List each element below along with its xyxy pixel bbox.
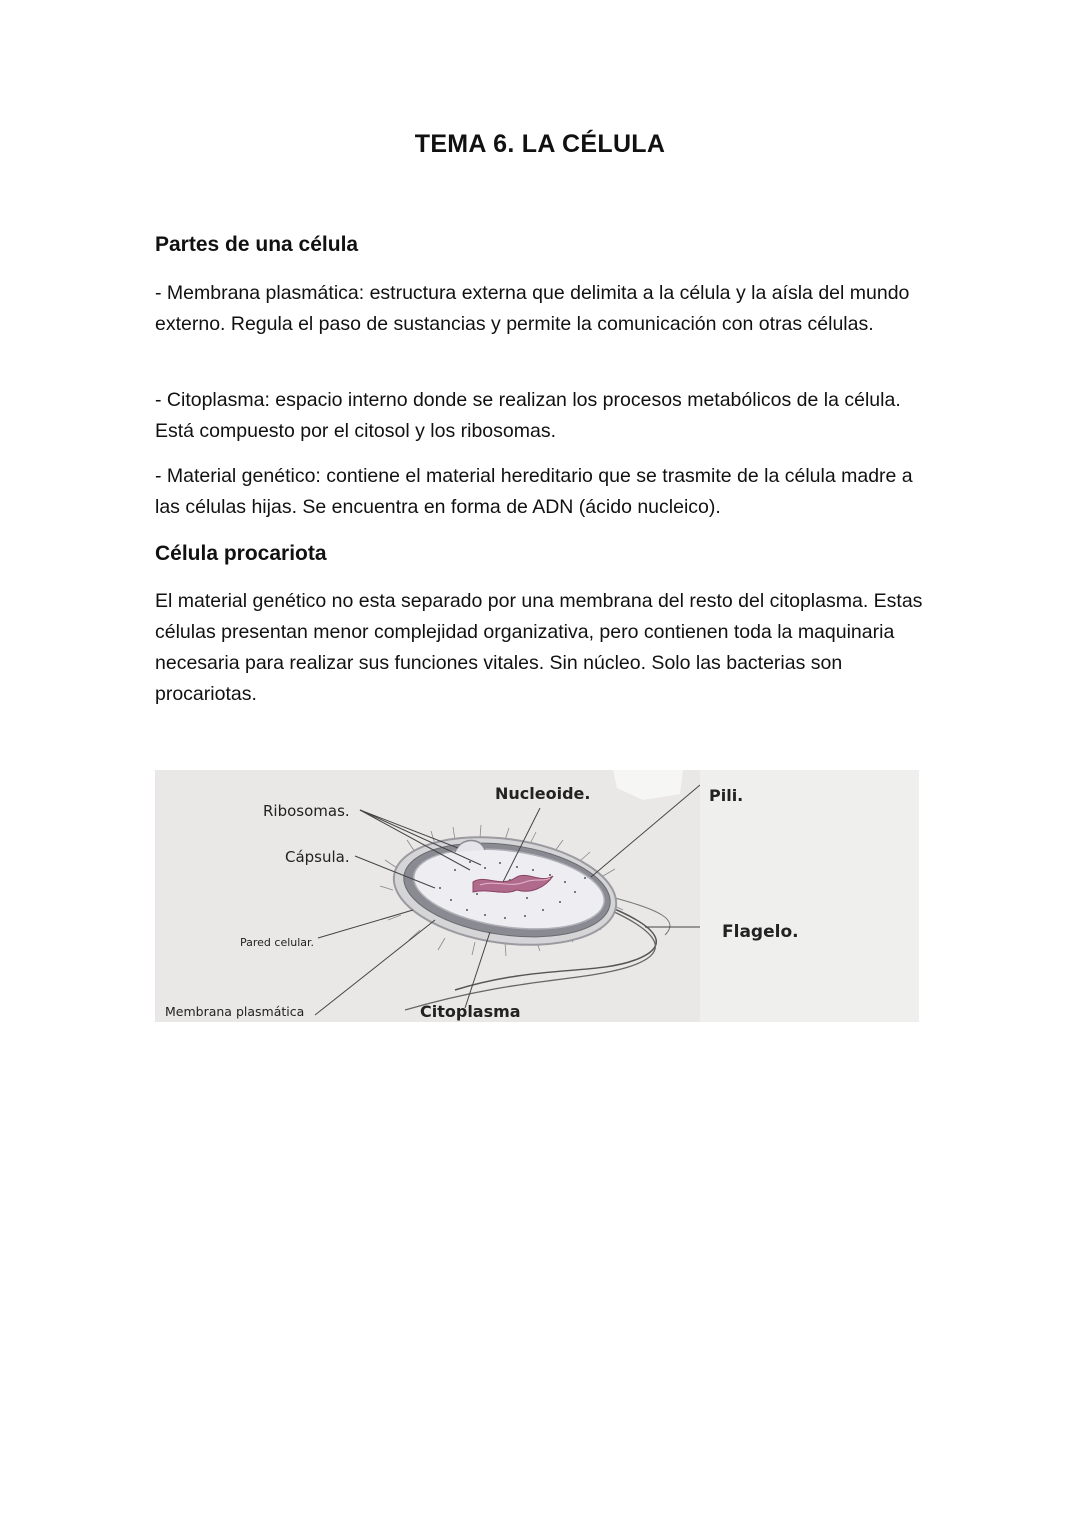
label-membrana-plasmatica: Membrana plasmática [165,1004,305,1019]
page-title: TEMA 6. LA CÉLULA [414,130,666,158]
paragraph-procariota: El material genético no esta separado por una membrana del resto del citoplasma. Estas células presentan menor complejidad organizativa, pero contienen toda la maquinaria necesaria para realizar sus funciones vitales. Sin núcleo. Solo las bacterias son procariotas. [155,590,923,705]
paragraph-material-genetico: - Material genético: contiene el material hereditario que se trasmite de la célula madre a las células hijas. Se encuentra en forma de ADN (ácido nucleico). [155,465,913,518]
paragraph-membrana: - Membrana plasmática: estructura externa que delimita a la célula y la aísla del mundo externo. Regula el paso de sustancias y permite la comunicación con otras células. [155,282,910,335]
label-ribosomas: Ribosomas. [263,802,350,820]
label-citoplasma: Citoplasma [420,1002,521,1021]
label-flagelo: Flagelo. [722,922,799,942]
label-pared-celular: Pared celular. [240,936,315,949]
section-heading-partes: Partes de una célula [155,233,359,256]
section-heading-procariota: Célula procariota [155,542,327,565]
prokaryotic-cell-figure [155,770,919,1022]
label-pili: Pili. [709,786,744,805]
label-capsula: Cápsula. [285,848,350,866]
label-nucleoide: Nucleoide. [495,784,591,803]
paragraph-citoplasma: - Citoplasma: espacio interno donde se realizan los procesos metabólicos de la célula. Está compuesto por el citosol y los ribosomas. [155,389,901,442]
